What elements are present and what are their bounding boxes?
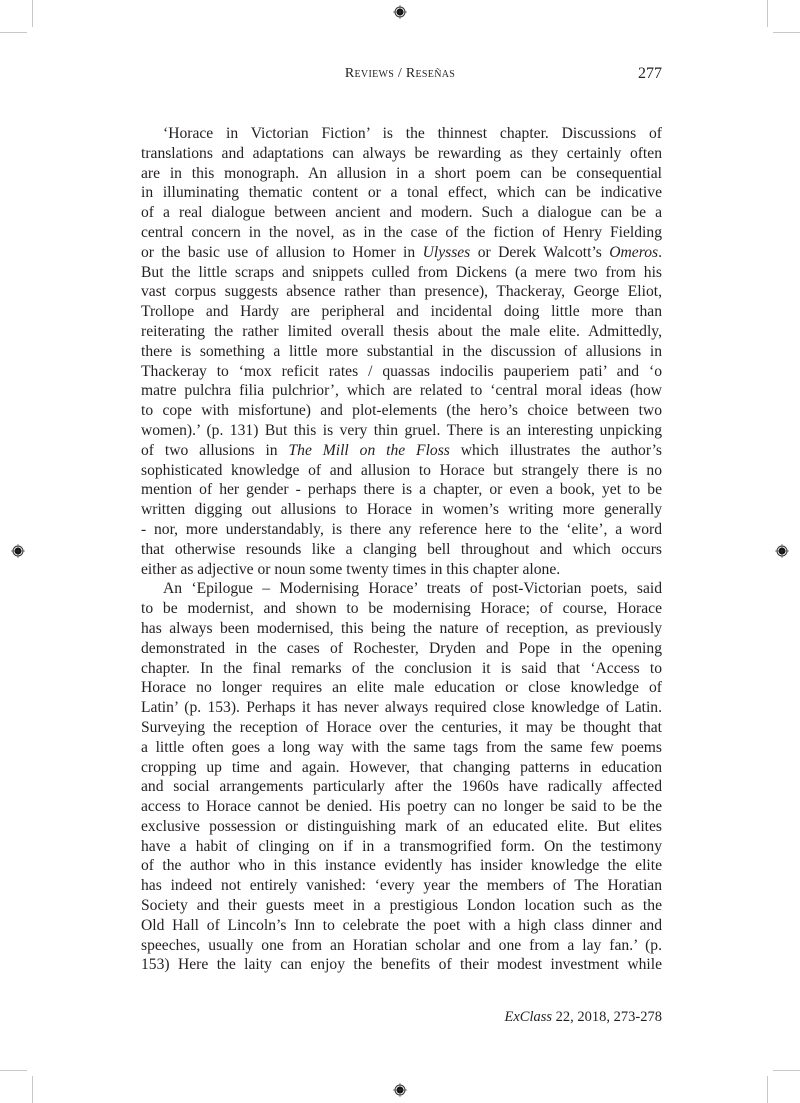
text-segment: - nor, more understandably, is there any reference here to the ‘elite’, a word [141, 520, 662, 538]
text-segment: cropping up time and again. However, that changing patterns in education [141, 758, 662, 776]
text-segment: that otherwise resounds like a clanging bell throughout and which occurs [141, 540, 662, 558]
text-line [141, 421, 662, 441]
text-line [141, 243, 662, 263]
text-segment: and social arrangements particularly after the 1960s have radically affected [141, 778, 662, 796]
text-segment: written digging out allusions to Horace in women’s writing more generally [141, 501, 662, 519]
text-line [141, 263, 662, 283]
text-line [141, 955, 662, 975]
text-segment: a little often goes a long way with the same tags from the same few poems [141, 738, 662, 756]
text-segment: of the author who in this instance evidently has insider knowledge the elite [141, 857, 662, 875]
crop-mark [773, 1070, 800, 1071]
running-header: Reviews / Reseñas [344, 66, 456, 81]
text-segment: exclusive possession or distinguishing mark of an educated elite. But elites [141, 817, 662, 835]
text-segment: Thackeray to ‘mox reficit rates / quassas indocilis pauperiem pati’ and ‘o [141, 362, 662, 380]
text-line [141, 520, 662, 540]
crop-mark [32, 1076, 33, 1103]
registration-target-icon [393, 1083, 407, 1097]
text-segment: women).’ (p. 131) But this is very thin gruel. There is an interesting unpicking [141, 421, 662, 439]
italic-title: Ulysses [422, 243, 471, 261]
text-segment: or Derek Walcott’s [470, 243, 610, 261]
text-line [141, 223, 662, 243]
text-segment: access to Horace cannot be denied. His poetry can no longer be said to be the [141, 798, 662, 816]
text-line [141, 461, 662, 481]
text-line [141, 599, 662, 619]
paragraph [141, 579, 662, 975]
text-segment: 153) Here the laity can enjoy the benefits of their modest investment while [141, 956, 662, 974]
journal-citation [505, 1009, 663, 1026]
text-line [141, 579, 662, 599]
text-segment: translations and adaptations can always be rewarding as they certainly often [141, 144, 662, 162]
paragraph [141, 124, 662, 579]
italic-title: The Mill on the Floss [288, 441, 450, 459]
text-segment: vast corpus suggests absence rather than presence), Thackeray, George Eliot, [141, 283, 662, 301]
text-line [141, 480, 662, 500]
text-segment: or the basic use of allusion to Homer in [141, 243, 423, 261]
text-line [141, 876, 662, 896]
text-line [141, 124, 662, 144]
text-line [141, 500, 662, 520]
text-segment: matre pulchra filia pulchrior’, which are related to ‘central moral ideas (how [141, 382, 662, 400]
text-segment: are in this monograph. An allusion in a short poem can be consequential [141, 164, 662, 182]
text-line [141, 401, 662, 421]
text-segment: has always been modernised, this being the nature of reception, as previously [141, 619, 662, 637]
crop-mark [773, 32, 800, 33]
text-line [141, 718, 662, 738]
text-segment: have a habit of clinging on if in a transmogrified form. On the testimony [141, 837, 662, 855]
text-line [141, 282, 662, 302]
text-segment: speeches, usually one from an Horatian scholar and one from a lay fan.’ (p. [141, 936, 662, 954]
text-segment: Latin’ (p. 153). Perhaps it has never always required close knowledge of Latin. [141, 699, 662, 717]
text-segment: Society and their guests meet in a prestigious London location such as the [141, 897, 662, 915]
body-text [141, 124, 662, 975]
text-segment: which illustrates the author’s [449, 441, 662, 459]
text-line [141, 837, 662, 857]
registration-target-icon [775, 544, 789, 558]
text-segment: Horace no longer requires an elite male education or close knowledge of [141, 679, 662, 697]
text-segment: mention of her gender - perhaps there is a chapter, or even a book, yet to be [141, 481, 662, 499]
text-segment: Old Hall of Lincoln’s Inn to celebrate the poet with a high class dinner and [141, 916, 662, 934]
text-line [141, 144, 662, 164]
text-segment: central concern in the novel, as in the case of the fiction of Henry Fielding [141, 223, 662, 241]
text-line [141, 856, 662, 876]
text-line [141, 619, 662, 639]
text-segment: of a real dialogue between ancient and modern. Such a dialogue can be a [141, 204, 662, 222]
text-segment: But the little scraps and snippets culled from Dickens (a mere two from his [141, 263, 662, 281]
text-line [141, 936, 662, 956]
text-segment: chapter. In the final remarks of the conclusion it is said that ‘Access to [141, 659, 662, 677]
text-segment: Trollope and Hardy are peripheral and incidental doing little more than [141, 303, 662, 321]
text-line [141, 896, 662, 916]
text-segment: sophisticated knowledge of and allusion to Horace but strangely there is no [141, 461, 662, 479]
crop-mark [0, 1070, 27, 1071]
text-line [141, 797, 662, 817]
text-segment: has indeed not entirely vanished: ‘every year the members of The Horatian [141, 877, 662, 895]
text-line [141, 659, 662, 679]
text-line [141, 540, 662, 560]
text-segment: either as adjective or noun some twenty times in this chapter alone. [141, 560, 561, 578]
text-segment: demonstrated in the cases of Rochester, Dryden and Pope in the opening [141, 639, 662, 657]
text-segment: to be modernist, and shown to be modernising Horace; of course, Horace [141, 600, 662, 618]
crop-mark [767, 0, 768, 27]
crop-mark [767, 1076, 768, 1103]
registration-target-icon [393, 5, 407, 19]
text-line [141, 203, 662, 223]
journal-name: ExClass [504, 1009, 553, 1025]
text-line [141, 183, 662, 203]
citation-details: 22, 2018, 273-278 [552, 1009, 662, 1025]
text-segment: in illuminating thematic content or a tonal effect, which can be indicative [141, 184, 662, 202]
text-line [141, 302, 662, 322]
text-line [141, 738, 662, 758]
text-line [141, 758, 662, 778]
text-line [141, 381, 662, 401]
text-line [141, 678, 662, 698]
text-segment: ‘Horace in Victorian Fiction’ is the thinnest chapter. Discussions of [163, 125, 662, 142]
text-line [141, 342, 662, 362]
text-segment: . [658, 243, 662, 261]
crop-mark [0, 32, 27, 33]
italic-title: Omeros [609, 243, 659, 261]
text-segment: there is something a little more substantial in the discussion of allusions in [141, 342, 662, 360]
text-line [141, 777, 662, 797]
text-line [141, 639, 662, 659]
text-line [141, 362, 662, 382]
registration-target-icon [11, 544, 25, 558]
text-line [141, 698, 662, 718]
text-segment: of two allusions in [141, 441, 289, 459]
page-number: 277 [638, 65, 662, 82]
text-line [141, 441, 662, 461]
text-line [141, 817, 662, 837]
text-segment: reiterating the rather limited overall thesis about the male elite. Admittedly, [141, 322, 662, 340]
text-line [141, 322, 662, 342]
text-segment: to cope with misfortune) and plot-elements (the hero’s choice between two [141, 402, 662, 420]
crop-mark [32, 0, 33, 27]
text-segment: Surveying the reception of Horace over the centuries, it may be thought that [141, 718, 662, 736]
text-line [141, 560, 662, 580]
text-line [141, 164, 662, 184]
text-segment: An ‘Epilogue – Modernising Horace’ treats of post-Victorian poets, said [163, 580, 662, 598]
text-line [141, 916, 662, 936]
